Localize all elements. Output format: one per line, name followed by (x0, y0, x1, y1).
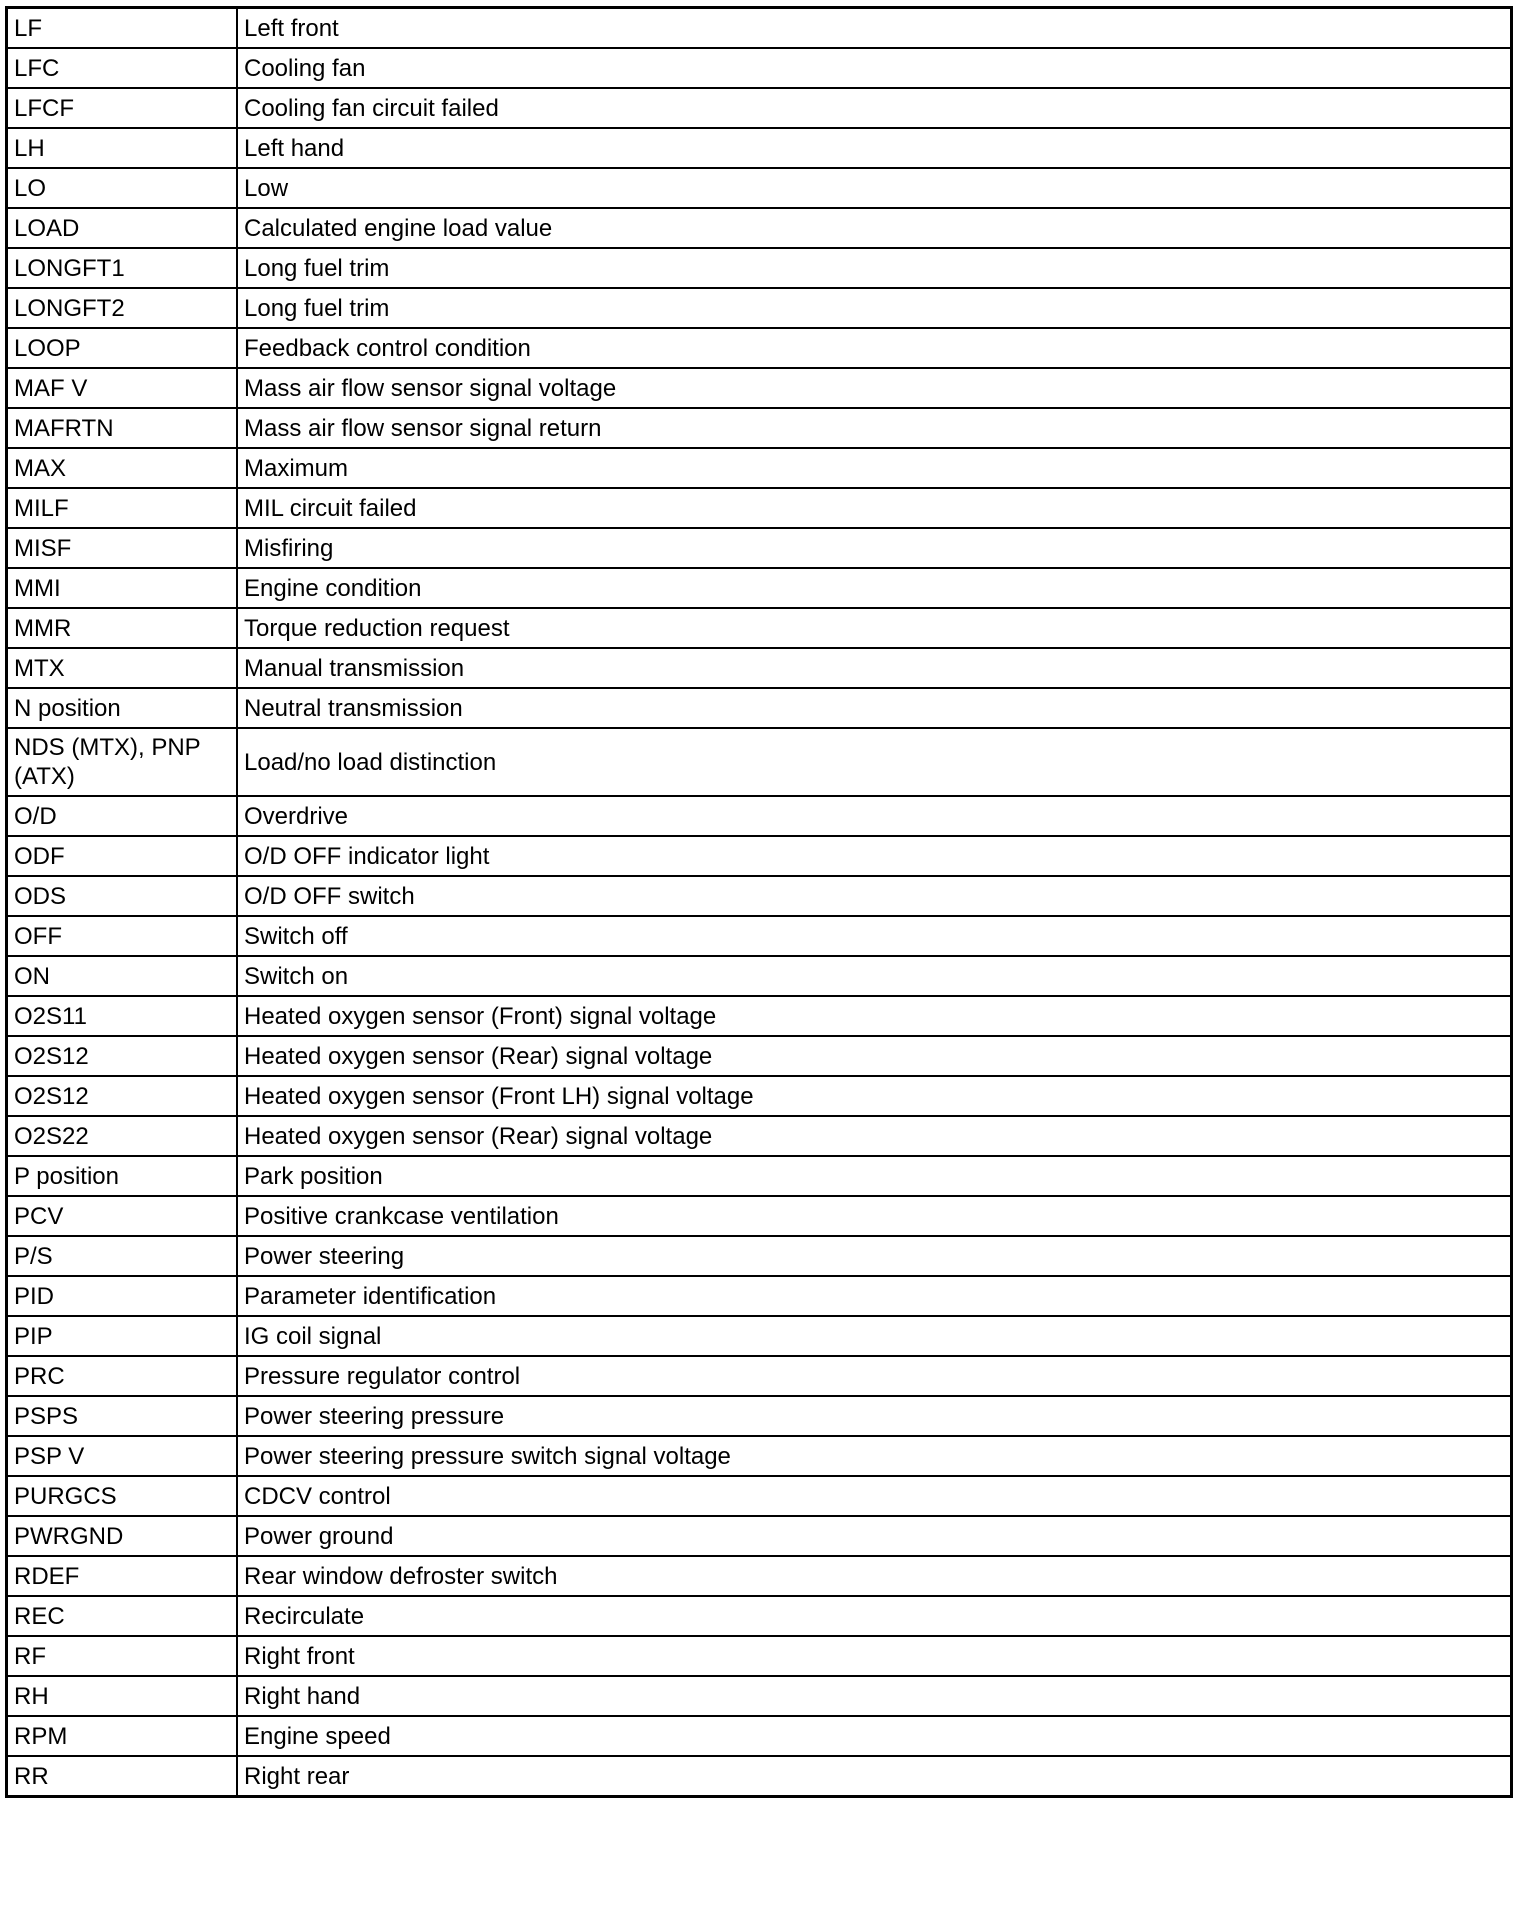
description-cell: Long fuel trim (237, 248, 1512, 288)
abbreviation-cell: MMI (7, 568, 238, 608)
description-cell: Torque reduction request (237, 608, 1512, 648)
description-cell: Positive crankcase ventilation (237, 1196, 1512, 1236)
table-row (7, 1556, 1512, 1596)
table-row (7, 1116, 1512, 1156)
description-cell: Mass air flow sensor signal voltage (237, 368, 1512, 408)
description-cell: IG coil signal (237, 1316, 1512, 1356)
description-cell: Load/no load distinction (237, 728, 1512, 796)
table-row (7, 956, 1512, 996)
table-row (7, 568, 1512, 608)
abbreviation-cell: LH (7, 128, 238, 168)
abbreviation-cell: PRC (7, 1356, 238, 1396)
abbreviation-cell: PCV (7, 1196, 238, 1236)
table-row (7, 1396, 1512, 1436)
table-row (7, 1716, 1512, 1756)
description-cell: Right front (237, 1636, 1512, 1676)
abbreviation-cell: RH (7, 1676, 238, 1716)
description-cell: Pressure regulator control (237, 1356, 1512, 1396)
table-row (7, 1516, 1512, 1556)
abbreviation-cell: ON (7, 956, 238, 996)
table-row (7, 368, 1512, 408)
table-row (7, 1356, 1512, 1396)
abbreviation-cell: MAX (7, 448, 238, 488)
description-cell: Calculated engine load value (237, 208, 1512, 248)
table-body (7, 8, 1512, 1797)
abbreviation-cell: ODF (7, 836, 238, 876)
abbreviation-cell: O/D (7, 796, 238, 836)
abbreviation-cell: NDS (MTX), PNP (ATX) (7, 728, 238, 796)
description-cell: Long fuel trim (237, 288, 1512, 328)
abbreviation-cell: REC (7, 1596, 238, 1636)
abbreviation-cell: LFC (7, 48, 238, 88)
table-row (7, 128, 1512, 168)
description-cell: Park position (237, 1156, 1512, 1196)
table-row (7, 1156, 1512, 1196)
abbreviation-cell: LOAD (7, 208, 238, 248)
table-row (7, 448, 1512, 488)
description-cell: O/D OFF switch (237, 876, 1512, 916)
abbreviation-cell: RR (7, 1756, 238, 1797)
abbreviation-cell: O2S11 (7, 996, 238, 1036)
description-cell: Left front (237, 8, 1512, 49)
description-cell: Engine condition (237, 568, 1512, 608)
table-row (7, 608, 1512, 648)
description-cell: O/D OFF indicator light (237, 836, 1512, 876)
description-cell: Heated oxygen sensor (Front LH) signal voltage (237, 1076, 1512, 1116)
abbreviation-cell: PID (7, 1276, 238, 1316)
description-cell: Cooling fan circuit failed (237, 88, 1512, 128)
description-cell: Heated oxygen sensor (Rear) signal voltage (237, 1036, 1512, 1076)
table-row (7, 528, 1512, 568)
description-cell: Power steering pressure switch signal voltage (237, 1436, 1512, 1476)
abbreviation-cell: MAF V (7, 368, 238, 408)
abbreviation-cell: MILF (7, 488, 238, 528)
description-cell: Right rear (237, 1756, 1512, 1797)
description-cell: Left hand (237, 128, 1512, 168)
description-cell: Switch on (237, 956, 1512, 996)
description-cell: Power steering (237, 1236, 1512, 1276)
table-row (7, 208, 1512, 248)
description-cell: Cooling fan (237, 48, 1512, 88)
abbreviation-cell: MISF (7, 528, 238, 568)
abbreviation-cell: LFCF (7, 88, 238, 128)
table-row (7, 1196, 1512, 1236)
table-row (7, 1076, 1512, 1116)
description-cell: Heated oxygen sensor (Rear) signal voltage (237, 1116, 1512, 1156)
table-row (7, 328, 1512, 368)
description-cell: Power ground (237, 1516, 1512, 1556)
abbreviation-cell: O2S12 (7, 1036, 238, 1076)
abbreviation-table (5, 6, 1513, 1798)
description-cell: Low (237, 168, 1512, 208)
table-row (7, 1316, 1512, 1356)
table-row (7, 1756, 1512, 1797)
table-row (7, 876, 1512, 916)
description-cell: Manual transmission (237, 648, 1512, 688)
description-cell: Neutral transmission (237, 688, 1512, 728)
table-row (7, 996, 1512, 1036)
description-cell: Engine speed (237, 1716, 1512, 1756)
abbreviation-cell: LF (7, 8, 238, 49)
table-row (7, 1436, 1512, 1476)
abbreviation-cell: N position (7, 688, 238, 728)
table-row (7, 48, 1512, 88)
table-row (7, 1276, 1512, 1316)
table-row (7, 168, 1512, 208)
description-cell: CDCV control (237, 1476, 1512, 1516)
abbreviation-cell: PURGCS (7, 1476, 238, 1516)
description-cell: Maximum (237, 448, 1512, 488)
description-cell: Heated oxygen sensor (Front) signal voltage (237, 996, 1512, 1036)
table-row (7, 288, 1512, 328)
description-cell: Overdrive (237, 796, 1512, 836)
description-cell: Mass air flow sensor signal return (237, 408, 1512, 448)
table-row (7, 248, 1512, 288)
table-row (7, 916, 1512, 956)
description-cell: Switch off (237, 916, 1512, 956)
table-row (7, 688, 1512, 728)
abbreviation-cell: PSP V (7, 1436, 238, 1476)
abbreviation-cell: PIP (7, 1316, 238, 1356)
table-row (7, 1676, 1512, 1716)
table-row (7, 488, 1512, 528)
description-cell: Feedback control condition (237, 328, 1512, 368)
abbreviation-cell: MAFRTN (7, 408, 238, 448)
table-row (7, 1636, 1512, 1676)
abbreviation-cell: MMR (7, 608, 238, 648)
abbreviation-cell: OFF (7, 916, 238, 956)
table-row (7, 88, 1512, 128)
table-row (7, 728, 1512, 796)
abbreviation-cell: RDEF (7, 1556, 238, 1596)
table-row (7, 1476, 1512, 1516)
abbreviation-cell: O2S12 (7, 1076, 238, 1116)
abbreviation-cell: P position (7, 1156, 238, 1196)
description-cell: Recirculate (237, 1596, 1512, 1636)
description-cell: Misfiring (237, 528, 1512, 568)
description-cell: Rear window defroster switch (237, 1556, 1512, 1596)
table-row (7, 648, 1512, 688)
table-row (7, 1236, 1512, 1276)
abbreviation-cell: LONGFT2 (7, 288, 238, 328)
table-row (7, 1596, 1512, 1636)
table-row (7, 408, 1512, 448)
table-row (7, 836, 1512, 876)
description-cell: MIL circuit failed (237, 488, 1512, 528)
table-row (7, 8, 1512, 49)
table-row (7, 1036, 1512, 1076)
description-cell: Parameter identification (237, 1276, 1512, 1316)
abbreviation-cell: RF (7, 1636, 238, 1676)
abbreviation-cell: P/S (7, 1236, 238, 1276)
table-row (7, 796, 1512, 836)
abbreviation-cell: LONGFT1 (7, 248, 238, 288)
abbreviation-cell: O2S22 (7, 1116, 238, 1156)
abbreviation-cell: LO (7, 168, 238, 208)
description-cell: Right hand (237, 1676, 1512, 1716)
abbreviation-cell: PWRGND (7, 1516, 238, 1556)
abbreviation-cell: LOOP (7, 328, 238, 368)
abbreviation-cell: RPM (7, 1716, 238, 1756)
abbreviation-cell: ODS (7, 876, 238, 916)
abbreviation-cell: PSPS (7, 1396, 238, 1436)
description-cell: Power steering pressure (237, 1396, 1512, 1436)
abbreviation-cell: MTX (7, 648, 238, 688)
